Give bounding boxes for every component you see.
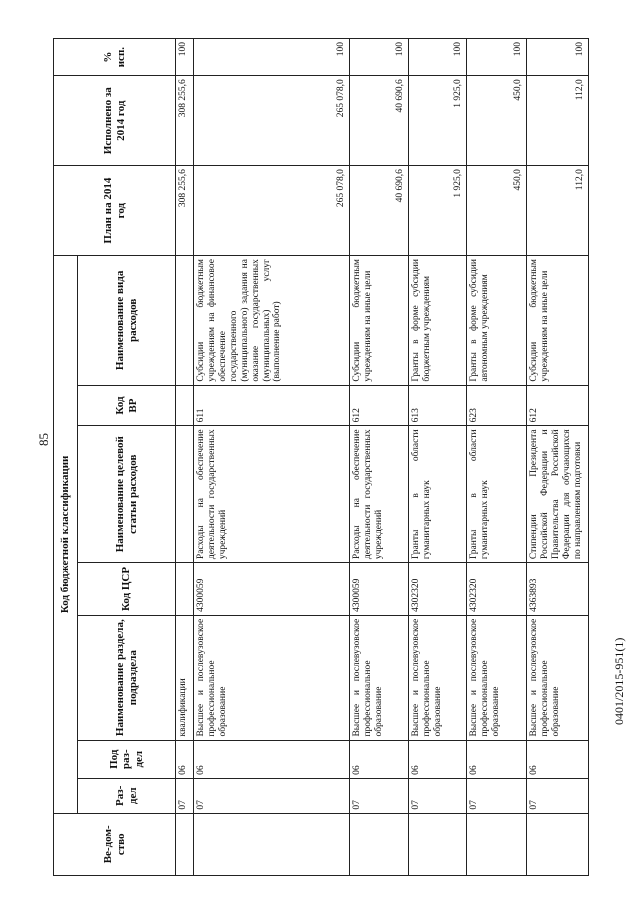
col-header-razdel-name: Наименование раздела, подраздела: [78, 615, 176, 740]
cell-vr: [176, 385, 194, 426]
cell-vedomstvo: [467, 813, 527, 875]
cell-plan: 1 925,0: [409, 166, 467, 256]
cell-fact: 1 925,0: [409, 76, 467, 166]
cell-vedomstvo: [176, 813, 194, 875]
table-row: [527, 39, 589, 876]
budget-table-rotated: [53, 38, 588, 876]
cell-vr-name: Субсидии бюджетным учреждениям на иные цели: [527, 256, 589, 386]
cell-vr-name: Гранты в форме субсидии автономным учреждениям: [467, 256, 527, 386]
cell-razdel: 07: [350, 778, 409, 813]
cell-csr-name: Расходы на обеспечение деятельности государственных учреждений: [194, 426, 350, 563]
cell-podrazdel: 06: [467, 740, 527, 778]
col-header-vr-name: Наименование вида расходов: [78, 256, 176, 386]
cell-percent: 100: [409, 39, 467, 76]
col-header-csr: Код ЦСР: [78, 563, 176, 616]
cell-razdel: 07: [409, 778, 467, 813]
cell-plan: 450,0: [467, 166, 527, 256]
cell-podrazdel: 06: [176, 740, 194, 778]
cell-razdel-name: квалификации: [176, 615, 194, 740]
col-header-group: Код бюджетной классификации: [54, 256, 78, 814]
cell-razdel-name: Высшее и послевузовское профессиональное образование: [409, 615, 467, 740]
cell-podrazdel: 06: [409, 740, 467, 778]
cell-csr-name: Расходы на обеспечение деятельности государственных учреждений: [350, 426, 409, 563]
cell-vr: 612: [350, 385, 409, 426]
document-code: 0401/2015-951(1): [612, 637, 626, 725]
cell-csr-name: Стипендии Президента Российской Федерации и Правительства Российской Федерации для обучающихся по направлениям подготовки: [527, 426, 589, 563]
cell-csr-name: Гранты в области гуманитарных наук: [467, 426, 527, 563]
cell-vr: 612: [527, 385, 589, 426]
col-header-vedomstvo: Ве-дом-ство: [54, 813, 176, 875]
cell-podrazdel: 06: [350, 740, 409, 778]
cell-fact: 112,0: [527, 76, 589, 166]
cell-vr-name: Субсидии бюджетным учреждениям на финансовое обеспечение государственного (муниципального) задания на оказание государственных (муниципальных) услуг (выполнение работ): [194, 256, 350, 386]
col-header-fact: Исполнено за 2014 год: [54, 76, 176, 166]
cell-razdel-name: Высшее и послевузовское профессиональное образование: [467, 615, 527, 740]
cell-csr: 4302320: [467, 563, 527, 616]
col-header-plan: План на 2014 год: [54, 166, 176, 256]
cell-vr: 611: [194, 385, 350, 426]
cell-fact: 450,0: [467, 76, 527, 166]
page-number: 85: [36, 433, 51, 446]
cell-csr: 4302320: [409, 563, 467, 616]
cell-vr: 623: [467, 385, 527, 426]
cell-csr: [176, 563, 194, 616]
cell-razdel: 07: [176, 778, 194, 813]
cell-podrazdel: 06: [194, 740, 350, 778]
budget-table: [53, 38, 589, 876]
cell-percent: 100: [194, 39, 350, 76]
col-header-vr: Код ВР: [78, 385, 176, 426]
table-row: [350, 39, 409, 876]
cell-percent: 100: [527, 39, 589, 76]
col-header-csr-name: Наименование целевой статьи расходов: [78, 426, 176, 563]
col-header-percent: % исп.: [54, 39, 176, 76]
cell-percent: 100: [176, 39, 194, 76]
cell-csr-name: Гранты в области гуманитарных наук: [409, 426, 467, 563]
cell-csr: 4300059: [194, 563, 350, 616]
cell-vedomstvo: [194, 813, 350, 875]
cell-vr-name: Субсидии бюджетным учреждениям на иные цели: [350, 256, 409, 386]
cell-razdel: 07: [194, 778, 350, 813]
table-row: [467, 39, 527, 876]
cell-razdel: 07: [467, 778, 527, 813]
cell-plan: 40 690,6: [350, 166, 409, 256]
cell-razdel-name: Высшее и послевузовское профессиональное образование: [350, 615, 409, 740]
cell-vedomstvo: [350, 813, 409, 875]
cell-percent: 100: [350, 39, 409, 76]
col-header-podrazdel: Под раз-дел: [78, 740, 176, 778]
cell-razdel: 07: [527, 778, 589, 813]
col-header-razdel: Раз-дел: [78, 778, 176, 813]
cell-vedomstvo: [527, 813, 589, 875]
cell-percent: 100: [467, 39, 527, 76]
table-row: [194, 39, 350, 876]
cell-plan: 308 255,6: [176, 166, 194, 256]
cell-csr: 4300059: [350, 563, 409, 616]
cell-vr: 613: [409, 385, 467, 426]
cell-fact: 265 078,0: [194, 76, 350, 166]
table-row-subtotal: [176, 39, 194, 876]
cell-vr-name: [176, 256, 194, 386]
cell-razdel-name: Высшее и послевузовское профессиональное образование: [194, 615, 350, 740]
cell-podrazdel: 06: [527, 740, 589, 778]
cell-plan: 112,0: [527, 166, 589, 256]
cell-csr-name: [176, 426, 194, 563]
cell-fact: 308 255,6: [176, 76, 194, 166]
cell-vr-name: Гранты в форме субсидии бюджетным учреждениям: [409, 256, 467, 386]
table-row: [409, 39, 467, 876]
cell-razdel-name: Высшее и послевузовское профессиональное образование: [527, 615, 589, 740]
cell-vedomstvo: [409, 813, 467, 875]
cell-plan: 265 078,0: [194, 166, 350, 256]
cell-csr: 4363893: [527, 563, 589, 616]
cell-fact: 40 690,6: [350, 76, 409, 166]
